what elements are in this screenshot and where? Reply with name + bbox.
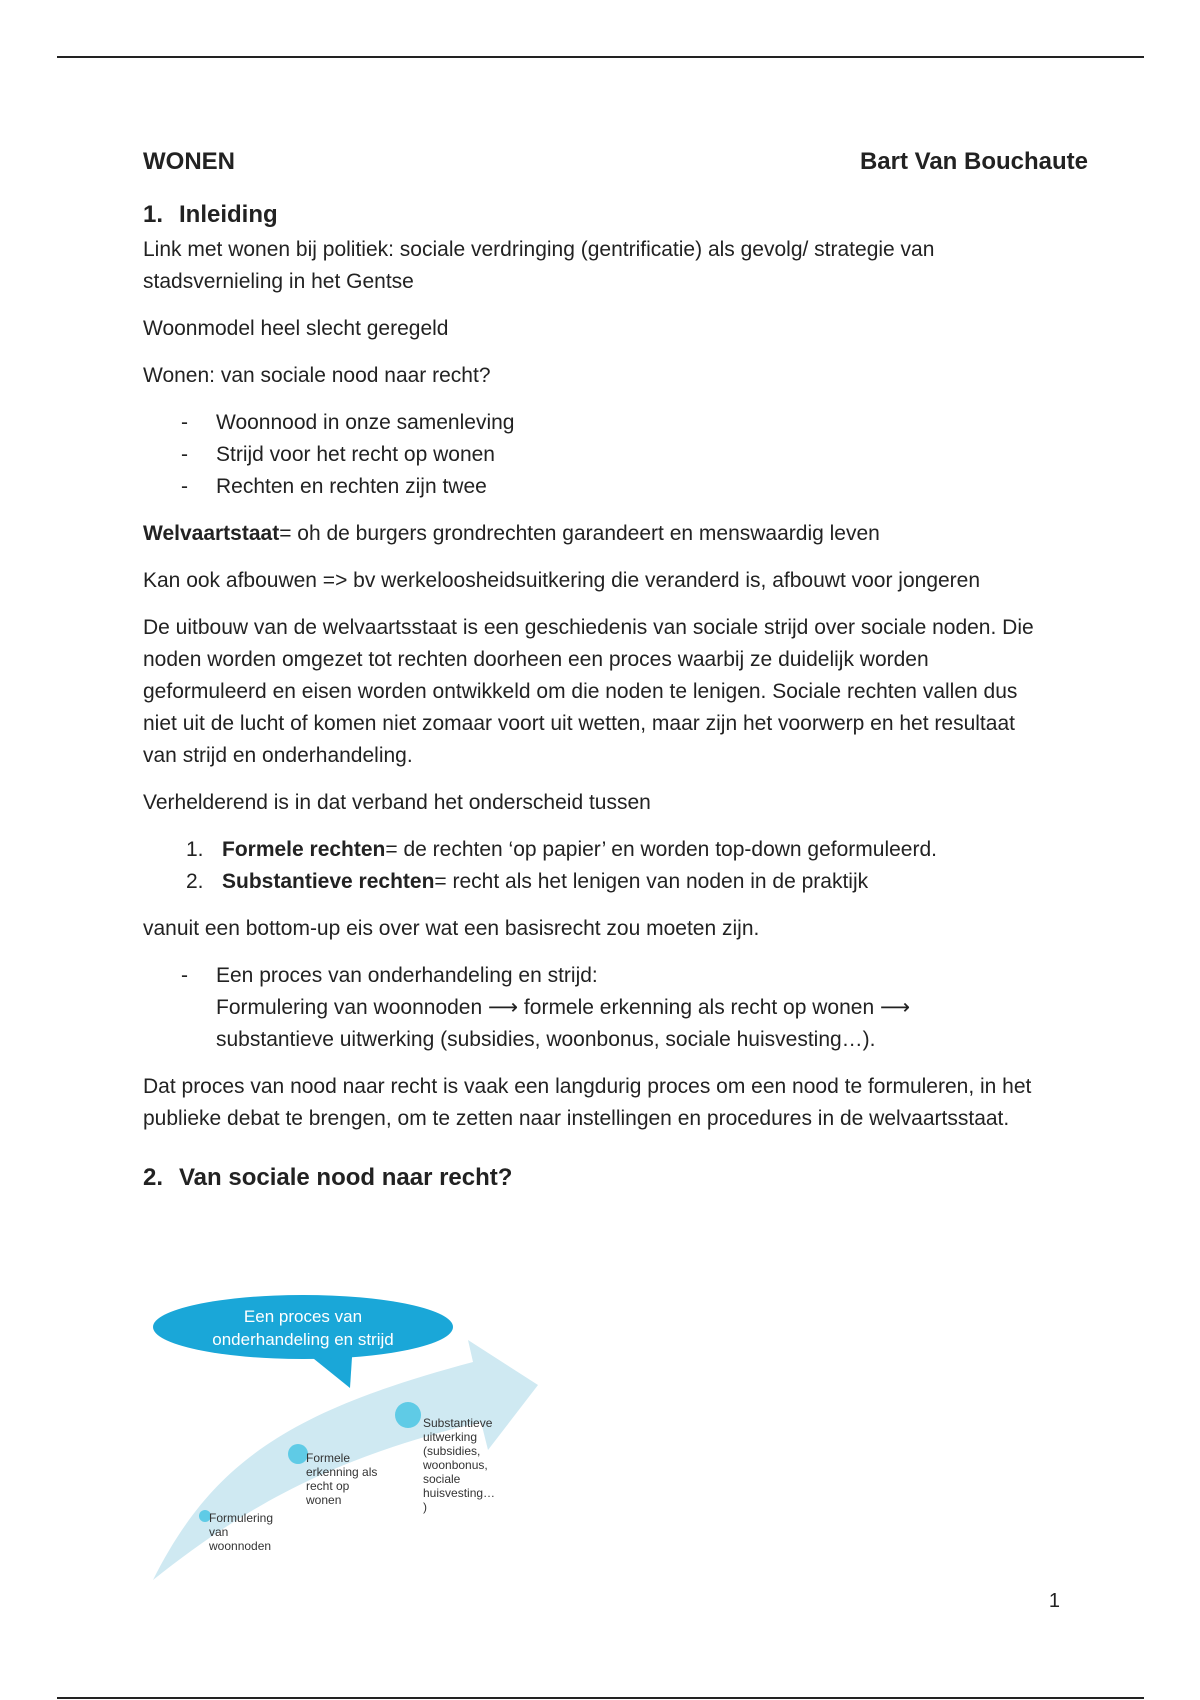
- dash-list: [143, 407, 1053, 503]
- document-title: WONEN: [143, 148, 235, 175]
- step-2-label: erkenning als: [306, 1465, 378, 1479]
- paragraph: Dat proces van nood naar recht is vaak een langdurig proces om een nood te formuleren, in het publieke debat te brengen, om te zetten naar instellingen en procedures in de welvaartsstaat.: [143, 1075, 1032, 1130]
- paragraph: De uitbouw van de welvaartsstaat is een geschiedenis van sociale strijd over sociale noden. Die noden worden omgezet tot rechten doorheen een proces waarbij ze duidelijk worden geformuleerd en eisen worden ontwikkeld om die noden te lenigen. Sociale rechten vallen dus niet uit de lucht of komen niet zomaar voort uit wetten, maar zijn het voorwerp en het resultaat van strijd en onderhandeling.: [143, 616, 1034, 767]
- paragraph: Woonmodel heel slecht geregeld: [143, 317, 449, 340]
- process-diagram: [143, 1290, 563, 1590]
- paragraph: Link met wonen bij politiek: sociale verdringing (gentrificatie) als gevolg/ strategie van stadsvernieling in het Gentse: [143, 238, 935, 293]
- paragraph: vanuit een bottom-up eis over wat een basisrecht zou moeten zijn.: [143, 917, 760, 940]
- step-1-label: van: [209, 1525, 229, 1539]
- page-number: 1: [1048, 1590, 1060, 1612]
- top-rule: [57, 56, 1144, 58]
- document-author: Bart Van Bouchaute: [859, 148, 1088, 175]
- paragraph: Wonen: van sociale nood naar recht?: [143, 364, 491, 387]
- list-number: 1.: [186, 838, 204, 861]
- process-line: Formulering van woonnoden ⟶ formele erkenning als recht op wonen ⟶: [216, 996, 911, 1019]
- section-2-title: Van sociale nood naar recht?: [179, 1164, 513, 1191]
- step-1-label: Formulering: [209, 1511, 274, 1525]
- section-1-heading: [143, 200, 1053, 230]
- definition: = recht als het lenigen van noden in de praktijk: [434, 870, 869, 893]
- document-body: [143, 143, 1088, 1193]
- step-3-label: woonbonus,: [423, 1458, 488, 1472]
- definition: = de rechten ‘op papier’ en worden top-down geformuleerd.: [385, 838, 937, 861]
- step-3-label: sociale: [423, 1472, 461, 1486]
- step-2-label: Formele: [306, 1451, 351, 1465]
- step-3-label: (subsidies,: [423, 1444, 481, 1458]
- bubble-text: onderhandeling en strijd: [212, 1330, 394, 1349]
- term: Formele rechten: [222, 838, 386, 861]
- step-1-label: woonnoden: [209, 1539, 272, 1553]
- list-item: - Woonnood in onze samenleving: [143, 407, 1053, 439]
- step-3-label: ): [423, 1500, 427, 1514]
- list-item: [143, 960, 1053, 1056]
- list-item: [143, 866, 1053, 898]
- list-item: [143, 834, 1053, 866]
- list-number: 2.: [186, 870, 204, 893]
- dash-list: [143, 960, 1053, 1056]
- section-2-heading: [143, 1163, 1053, 1193]
- process-line: - Een proces van onderhandeling en strijd:: [216, 964, 598, 987]
- section-1-title: Inleiding: [179, 201, 278, 228]
- paragraph: Kan ook afbouwen => bv werkeloosheidsuitkering die veranderd is, afbouwt voor jongeren: [143, 569, 981, 592]
- step-2-dot: [288, 1444, 308, 1464]
- step-3-dot: [395, 1402, 421, 1428]
- step-3-label: huisvesting…: [423, 1486, 496, 1500]
- section-1-number: 1.: [143, 201, 164, 228]
- paragraph: Verhelderend is in dat verband het onderscheid tussen: [143, 791, 651, 814]
- step-3-label: Substantieve: [423, 1416, 493, 1430]
- step-2-label: wonen: [306, 1493, 342, 1507]
- step-2-label: recht op: [306, 1479, 350, 1493]
- list-item: - Strijd voor het recht op wonen: [143, 439, 1053, 471]
- document-header: [143, 146, 1088, 178]
- term: Substantieve rechten: [222, 870, 435, 893]
- process-line: substantieve uitwerking (subsidies, woonbonus, sociale huisvesting…).: [216, 1028, 876, 1051]
- list-item: - Rechten en rechten zijn twee: [143, 471, 1053, 503]
- term: Welvaartstaat: [143, 522, 280, 545]
- bottom-rule: [57, 1697, 1144, 1699]
- paragraph: [143, 518, 1053, 550]
- section-2-number: 2.: [143, 1164, 164, 1191]
- definition: = oh de burgers grondrechten garandeert en menswaardig leven: [279, 522, 880, 545]
- step-3-label: uitwerking: [423, 1430, 478, 1444]
- bubble-text: Een proces van: [243, 1307, 363, 1326]
- speech-bubble: [153, 1295, 453, 1359]
- numbered-list: [143, 834, 1053, 898]
